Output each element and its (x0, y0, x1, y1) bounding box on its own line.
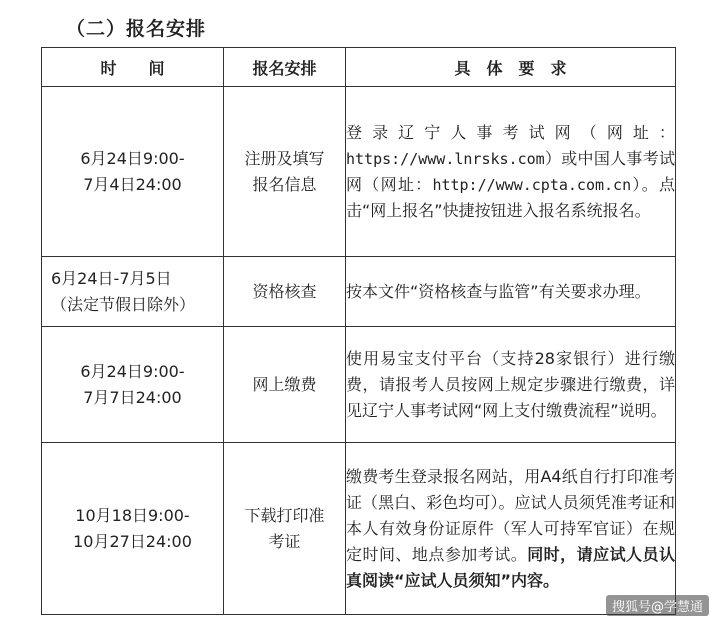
table-row (42, 443, 676, 615)
header-arrangement: 报名安排 (224, 48, 346, 87)
row-arrangement: 资格核查 (224, 257, 346, 327)
row-arrangement: 网上缴费 (224, 327, 346, 443)
row-arrangement: 注册及填写 报名信息 (224, 87, 346, 257)
watermark: 搜狐号@学慧通 (606, 595, 709, 616)
cpta-url: http://www.cpta.com.cn (432, 175, 632, 194)
lnrsks-url: https://www.lnrsks.com (346, 149, 545, 168)
table-header-row (42, 48, 676, 87)
table-row (42, 257, 676, 327)
row-time: 10月18日9:00- 10月27日24:00 (42, 443, 224, 615)
table-row (42, 87, 676, 257)
section-heading: （二）报名安排 (66, 18, 207, 40)
row-requirement: 缴费考生登录报名网站，用A4纸自行打印准考证（黑白、彩色均可）。应试人员须凭准考证和本人有效身份证原件（军人可持军官证）在规定时间、地点参加考试。同时，请应试人员认真阅读“应试人员须知”内容。 (346, 443, 676, 615)
bold-notice: 同时，请应试人员认真阅读“应试人员须知”内容。 (346, 544, 675, 590)
header-requirements: 具 体 要 求 (346, 48, 676, 87)
row-time: 6月24日9:00- 7月7日24:00 (42, 327, 224, 443)
row-requirement: 使用易宝支付平台（支持28家银行）进行缴费，请报考人员按网上规定步骤进行缴费，详见辽宁人事考试网“网上支付缴费流程”说明。 (346, 327, 676, 443)
row-time: 6月24日9:00- 7月4日24:00 (42, 87, 224, 257)
header-time: 时 间 (42, 48, 224, 87)
table-row (42, 327, 676, 443)
row-time: 6月24日-7月5日 （法定节假日除外） (42, 257, 224, 327)
row-arrangement: 下载打印准 考证 (224, 443, 346, 615)
row-requirement: 登录辽宁人事考试网（网址：https://www.lnrsks.com）或中国人事考试网（网址：http://www.cpta.com.cn）。点击“网上报名”快捷按钮进入报名系统报名。 (346, 87, 676, 257)
registration-schedule-table (41, 47, 676, 615)
row-requirement: 按本文件“资格核查与监管”有关要求办理。 (346, 257, 676, 327)
